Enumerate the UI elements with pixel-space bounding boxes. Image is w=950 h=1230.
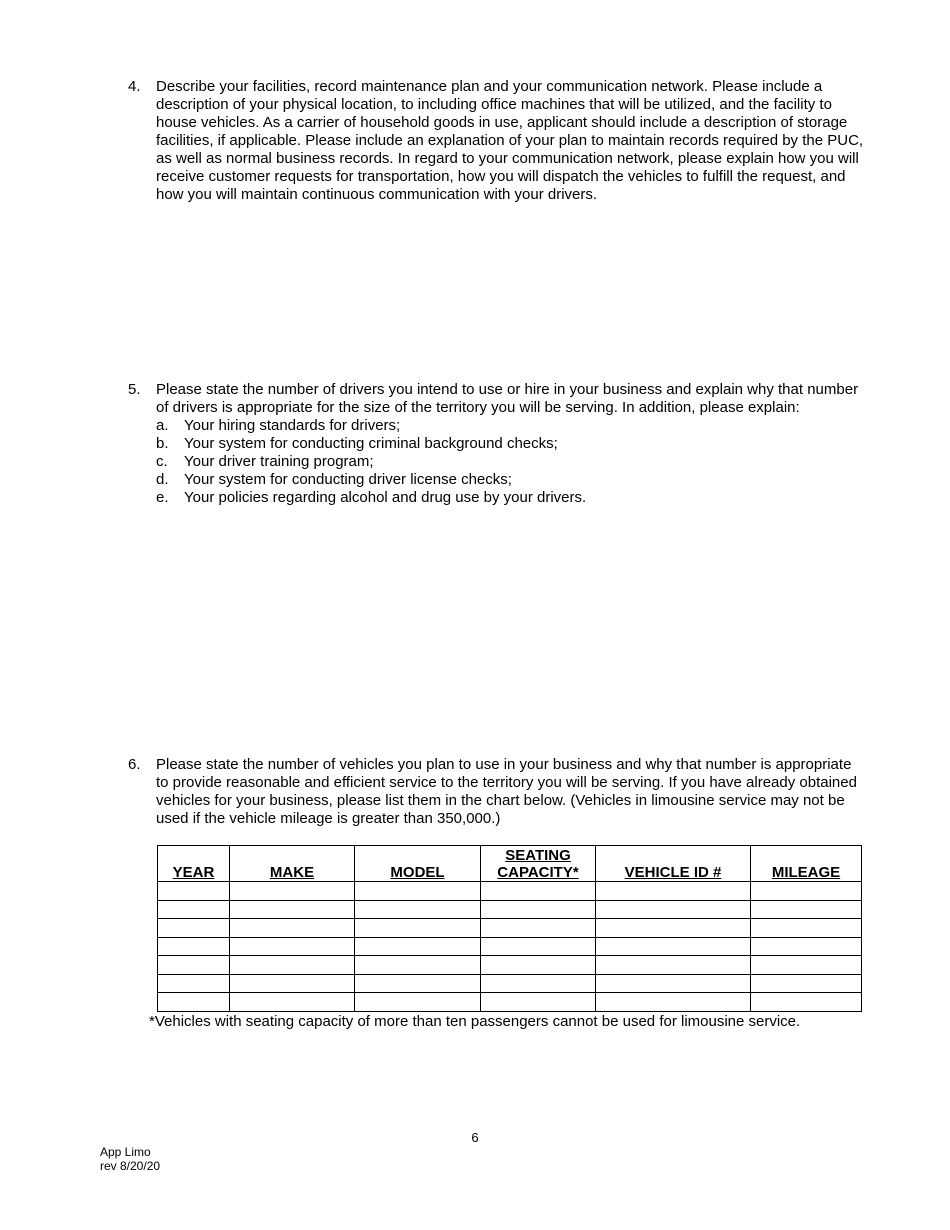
sublist-letter: b. xyxy=(156,435,169,452)
seating-cell[interactable] xyxy=(481,919,596,938)
year-cell[interactable] xyxy=(158,974,230,993)
question-4-number: 4. xyxy=(128,78,141,95)
question-6-text: Please state the number of vehicles you plan to use in your business and why that number is appropriate to provide reasonable and efficient service to the territory you will be serving. If you have already obtained vehicles for your business, please list them in the chart below. (Vehicles in limousine service may not be used if the vehicle mileage is greater than 350,000.) xyxy=(156,756,857,827)
header-year: YEAR xyxy=(158,846,230,882)
sublist-letter: e. xyxy=(156,489,169,506)
table-row xyxy=(158,974,862,993)
year-cell[interactable] xyxy=(158,919,230,938)
header-make: MAKE xyxy=(230,846,355,882)
form-name: App Limo xyxy=(100,1145,151,1159)
header-seating-line1: SEATING xyxy=(505,847,571,864)
year-cell[interactable] xyxy=(158,900,230,919)
vehicle-id-cell[interactable] xyxy=(596,956,751,975)
sublist-letter: c. xyxy=(156,453,168,470)
table-row xyxy=(158,882,862,901)
mileage-cell[interactable] xyxy=(751,937,862,956)
make-cell[interactable] xyxy=(230,937,355,956)
model-cell[interactable] xyxy=(355,937,481,956)
model-cell[interactable] xyxy=(355,900,481,919)
header-seating-capacity xyxy=(481,846,596,882)
seating-cell[interactable] xyxy=(481,937,596,956)
make-cell[interactable] xyxy=(230,956,355,975)
sublist-text: Your driver training program; xyxy=(184,453,374,470)
vehicle-id-cell[interactable] xyxy=(596,900,751,919)
make-cell[interactable] xyxy=(230,919,355,938)
question-6 xyxy=(128,756,868,828)
header-mileage: MILEAGE xyxy=(751,846,862,882)
sublist-text: Your system for conducting driver license checks; xyxy=(184,471,512,488)
header-model: MODEL xyxy=(355,846,481,882)
sublist-text: Your policies regarding alcohol and drug use by your drivers. xyxy=(184,489,587,506)
question-5-text: Please state the number of drivers you intend to use or hire in your business and explain why that number of drivers is appropriate for the size of the territory you will be serving. In addition, please explain: xyxy=(156,381,859,416)
model-cell[interactable] xyxy=(355,974,481,993)
vehicle-table xyxy=(157,845,862,1012)
year-cell[interactable] xyxy=(158,956,230,975)
table-row xyxy=(158,919,862,938)
table-row xyxy=(158,900,862,919)
make-cell[interactable] xyxy=(230,974,355,993)
question-5 xyxy=(128,381,868,507)
sublist-item xyxy=(156,417,868,435)
table-row xyxy=(158,937,862,956)
vehicle-id-cell[interactable] xyxy=(596,993,751,1012)
sublist-item xyxy=(156,489,868,507)
seating-footnote: *Vehicles with seating capacity of more than ten passengers cannot be used for limousine service. xyxy=(149,1013,801,1030)
mileage-cell[interactable] xyxy=(751,993,862,1012)
mileage-cell[interactable] xyxy=(751,882,862,901)
mileage-cell[interactable] xyxy=(751,956,862,975)
seating-cell[interactable] xyxy=(481,900,596,919)
vehicle-id-cell[interactable] xyxy=(596,937,751,956)
header-seating-line2: CAPACITY* xyxy=(497,864,579,881)
sublist-item xyxy=(156,435,868,453)
vehicle-table-header xyxy=(158,846,862,882)
page-number: 6 xyxy=(471,1130,479,1145)
vehicle-id-cell[interactable] xyxy=(596,882,751,901)
table-row xyxy=(158,993,862,1012)
table-row xyxy=(158,956,862,975)
seating-cell[interactable] xyxy=(481,882,596,901)
sublist-letter: a. xyxy=(156,417,169,434)
year-cell[interactable] xyxy=(158,993,230,1012)
question-5-number: 5. xyxy=(128,381,141,398)
make-cell[interactable] xyxy=(230,900,355,919)
seating-cell[interactable] xyxy=(481,956,596,975)
year-cell[interactable] xyxy=(158,937,230,956)
mileage-cell[interactable] xyxy=(751,974,862,993)
form-revision: rev 8/20/20 xyxy=(100,1159,161,1173)
model-cell[interactable] xyxy=(355,919,481,938)
seating-cell[interactable] xyxy=(481,993,596,1012)
vehicle-id-cell[interactable] xyxy=(596,919,751,938)
question-4-text: Describe your facilities, record maintenance plan and your communication network. Please include a description of your physical location, to including office machines that will be utilized, and the facility to house vehicles. As a carrier of household goods in use, applicant should include a description of storage facilities, if applicable. Please include an explanation of your plan to maintain records required by the PUC, as well as normal business records. In regard to your communication network, please explain how you will receive customer requests for transportation, how you will dispatch the vehicles to fulfill the request, and how you will maintain continuous communication with your drivers. xyxy=(156,78,864,203)
vehicle-id-cell[interactable] xyxy=(596,974,751,993)
sublist-letter: d. xyxy=(156,471,169,488)
seating-cell[interactable] xyxy=(481,974,596,993)
sublist-text: Your system for conducting criminal background checks; xyxy=(184,435,558,452)
sublist-item xyxy=(156,471,868,489)
year-cell[interactable] xyxy=(158,882,230,901)
header-vehicle-id: VEHICLE ID # xyxy=(596,846,751,882)
sublist-item xyxy=(156,453,868,471)
form-footer xyxy=(100,1145,160,1173)
make-cell[interactable] xyxy=(230,993,355,1012)
question-5-sublist xyxy=(156,417,868,507)
model-cell[interactable] xyxy=(355,882,481,901)
question-6-number: 6. xyxy=(128,756,141,773)
model-cell[interactable] xyxy=(355,956,481,975)
question-4 xyxy=(128,78,868,204)
make-cell[interactable] xyxy=(230,882,355,901)
mileage-cell[interactable] xyxy=(751,900,862,919)
mileage-cell[interactable] xyxy=(751,919,862,938)
model-cell[interactable] xyxy=(355,993,481,1012)
sublist-text: Your hiring standards for drivers; xyxy=(184,417,401,434)
